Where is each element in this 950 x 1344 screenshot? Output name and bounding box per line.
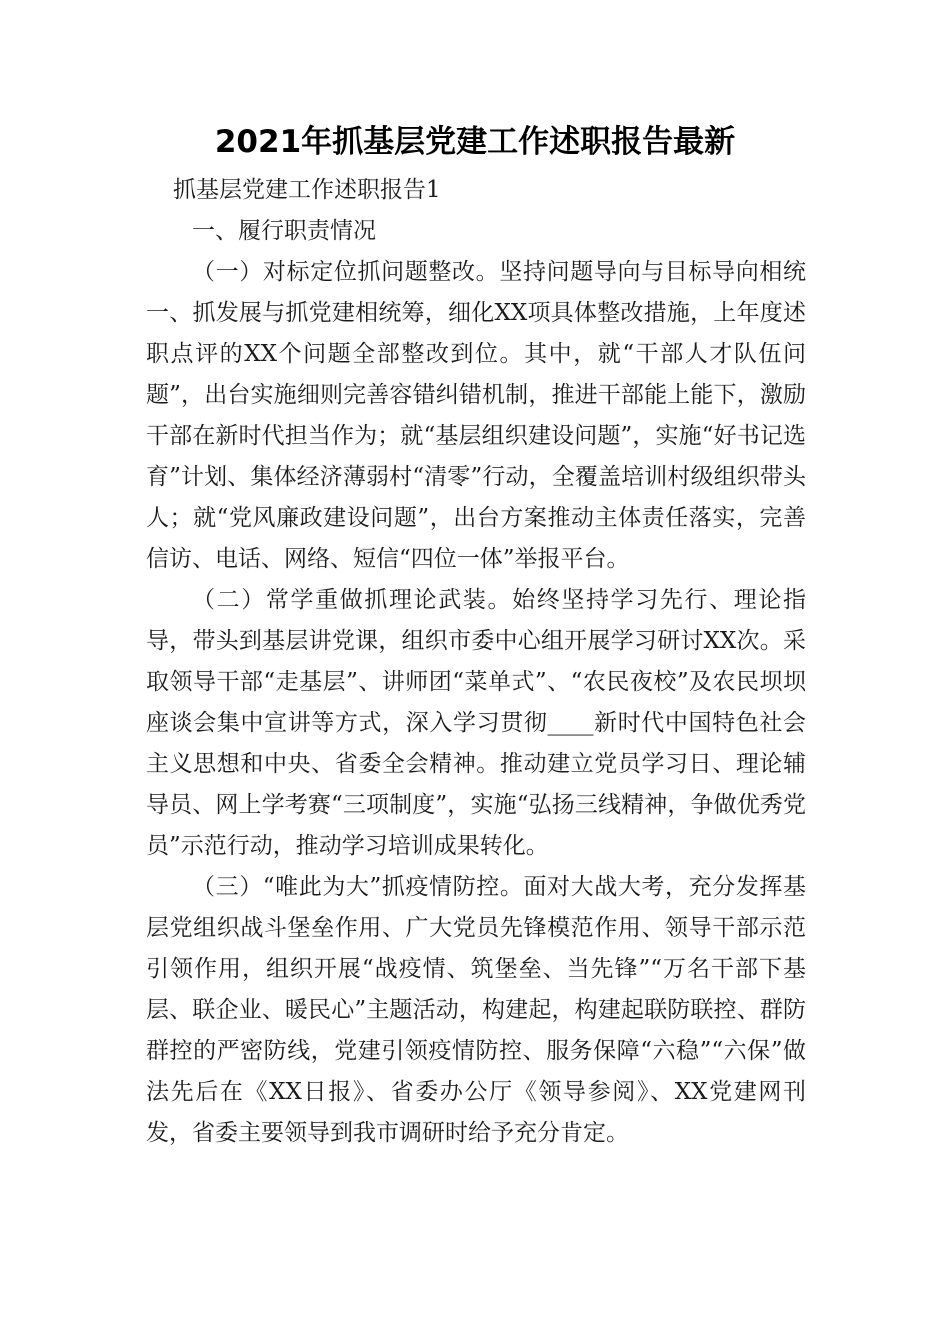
document-title: 2021年抓基层党建工作述职报告最新 — [214, 124, 736, 160]
paragraph-3: （三）“唯此为大”抓疫情防控。面对大战大考，充分发挥基层党组织战斗堡垒作用、广大党员先锋模范作用、领导干部示范引领作用，组织开展“战疫情、筑堡垒、当先锋”“万名干部下基层、联企业、暖民心”主题活动，构建起，构建起联防联控、群防群控的严密防线，党建引领疫情防控、服务保障“六稳”“六保”做法先后在《XX日报》、省委办公厅《领导参阅》、XX党建网刊发，省委主要领导到我市调研时给予充分肯定。 — [146, 874, 806, 1146]
report-subtitle: 抓基层党建工作述职报告1 — [173, 177, 441, 203]
section-heading: 一、履行职责情况 — [192, 218, 376, 244]
document-body — [146, 170, 806, 1154]
paragraph-1: （一）对标定位抓问题整改。坚持问题导向与目标导向相统一、抓发展与抓党建相统筹，细化XX项具体整改措施，上年度述职点评的XX个问题全部整改到位。其中，就“干部人才队伍问题”，出台实施细则完善容错纠错机制，推进干部能上能下，激励干部在新时代担当作为；就“基层组织建设问题”，实施“好书记选育”计划、集体经济薄弱村“清零”行动，全覆盖培训村级组织带头人；就“党风廉政建设问题”，出台方案推动主体责任落实，完善信访、电话、网络、短信“四位一体”举报平台。 — [146, 259, 806, 572]
paragraph-2: （二）常学重做抓理论武装。始终坚持学习先行、理论指导，带头到基层讲党课，组织市委中心组开展学习研讨XX次。采取领导干部“走基层”、讲师团“菜单式”、“农民夜校”及农民坝坝座谈会集中宣讲等方式，深入学习贯彻____新时代中国特色社会主义思想和中央、省委全会精神。推动建立党员学习日、理论辅导员、网上学考赛“三项制度”，实施“弘扬三线精神，争做优秀党员”示范行动，推动学习培训成果转化。 — [146, 587, 806, 859]
